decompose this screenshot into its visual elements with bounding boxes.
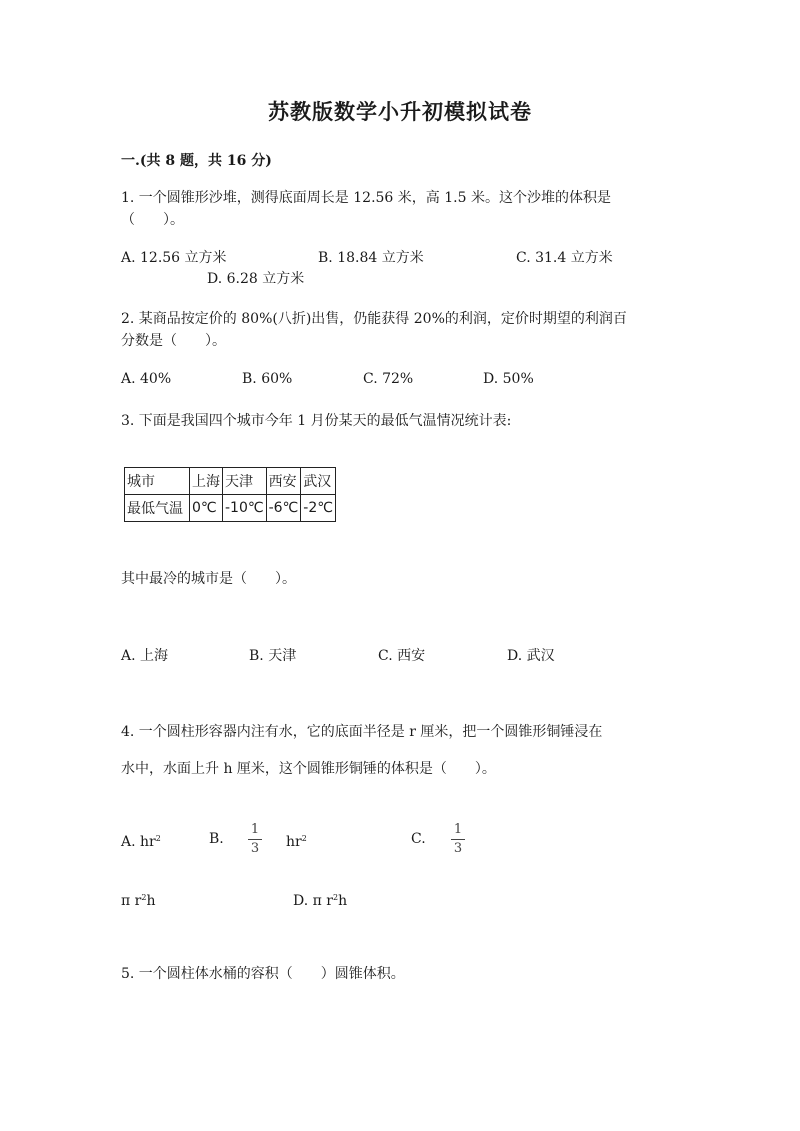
section-heading: 一.(共 8 题，共 16 分)	[121, 153, 272, 169]
q5-text-line1: 5. 一个圆柱体水桶的容积（ ）圆锥体积。	[121, 966, 405, 982]
q1-option-c: C. 31.4 立方米	[516, 250, 613, 266]
temperature-table	[124, 467, 336, 522]
table-cell: -6℃	[266, 495, 301, 522]
fraction-one-third: 1 3	[248, 822, 262, 857]
table-cell: 上海	[190, 468, 223, 495]
q4-text-line2: 水中，水面上升 h 厘米，这个圆锥形铜锤的体积是（ ）。	[121, 761, 496, 777]
q4-option-c-label: C.	[411, 831, 426, 847]
q2-option-c: C. 72%	[363, 371, 414, 387]
q4-option-b-label: B.	[209, 831, 224, 847]
q3-text-line2: 其中最冷的城市是（ ）。	[121, 571, 296, 587]
q3-option-d: D. 武汉	[507, 648, 555, 664]
table-cell: 天津	[223, 468, 267, 495]
q1-option-a: A. 12.56 立方米	[121, 250, 227, 266]
table-cell: 最低气温	[125, 495, 190, 522]
q4-option-c-tail: π $r^2h$	[121, 893, 156, 909]
page-title: 苏教版数学小升初模拟试卷	[268, 99, 532, 124]
table-cell: -2℃	[301, 495, 336, 522]
table-cell: -10℃	[223, 495, 267, 522]
fraction-one-third: 1 3	[451, 822, 465, 857]
q1-option-d: D. 6.28 立方米	[207, 271, 305, 287]
q2-text-line1: 2. 某商品按定价的 80%(八折)出售，仍能获得 20%的利润，定价时期望的利润百	[121, 311, 627, 327]
q1-text-line1: 1. 一个圆锥形沙堆，测得底面周长是 12.56 米，高 1.5 米。这个沙堆的体积是	[121, 190, 611, 206]
q2-option-d: D. 50%	[483, 371, 534, 387]
q3-option-a: A. 上海	[121, 648, 169, 664]
table-row	[125, 495, 336, 522]
table-cell: 武汉	[301, 468, 336, 495]
q2-option-a: A. 40%	[121, 371, 172, 387]
q3-text-line1: 3. 下面是我国四个城市今年 1 月份某天的最低气温情况统计表:	[121, 413, 512, 429]
q3-option-b: B. 天津	[249, 648, 297, 664]
q4-option-d: D. π $r^2h$	[293, 893, 348, 909]
q4-option-b-tail: $hr^2$	[286, 834, 307, 850]
table-cell: 西安	[266, 468, 301, 495]
q1-text-line2: （ ）。	[121, 212, 184, 228]
q4-option-a: A. $hr^2$	[121, 834, 161, 850]
q3-option-c: C. 西安	[378, 648, 426, 664]
table-cell: 城市	[125, 468, 190, 495]
table-header-row	[125, 468, 336, 495]
q2-option-b: B. 60%	[242, 371, 293, 387]
q4-text-line1: 4. 一个圆柱形容器内注有水，它的底面半径是 r 厘米，把一个圆锥形铜锤浸在	[121, 724, 603, 740]
q2-text-line2: 分数是（ ）。	[121, 333, 226, 349]
table-cell: 0℃	[190, 495, 223, 522]
q1-option-b: B. 18.84 立方米	[318, 250, 424, 266]
